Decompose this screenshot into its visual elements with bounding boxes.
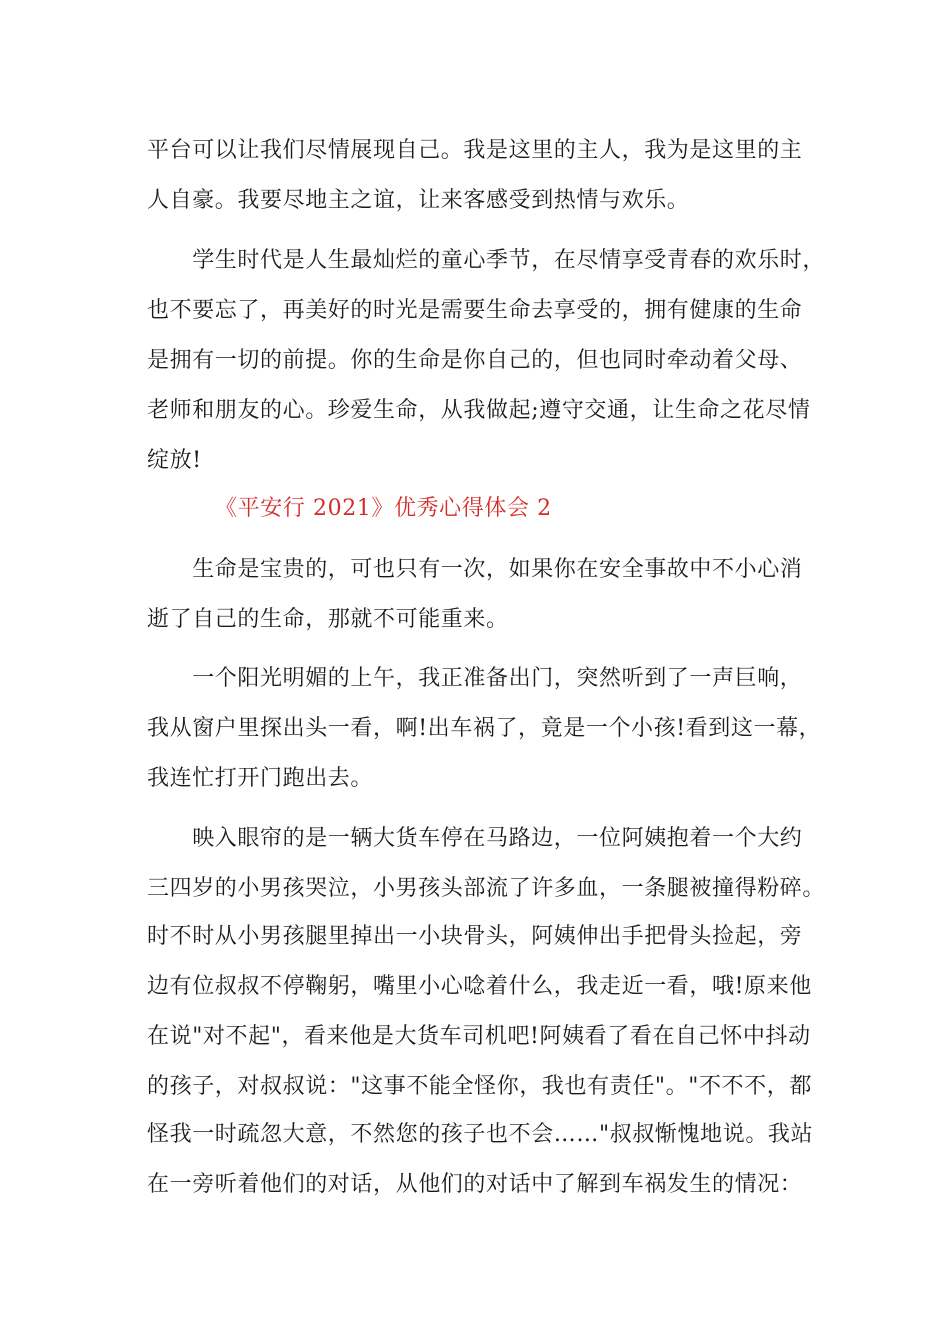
text-line: 老师和朋友的心。珍爱生命，从我做起;遵守交通，让生命之花尽情	[147, 398, 811, 423]
text-line: 边有位叔叔不停鞠躬，嘴里小心唸着什么，我走近一看，哦!原来他	[147, 974, 812, 999]
text-line: 也不要忘了，再美好的时光是需要生命去享受的，拥有健康的生命	[147, 298, 803, 323]
text-line: 我从窗户里探出头一看，啊!出车祸了，竟是一个小孩!看到这一幕，	[147, 716, 822, 741]
text-line: 生命是宝贵的，可也只有一次，如果你在安全事故中不小心消	[147, 557, 803, 582]
text-line: 绽放!	[147, 448, 202, 473]
text-line: 逝了自己的生命，那就不可能重来。	[147, 607, 509, 632]
text-line: 人自豪。我要尽地主之谊，让来客感受到热情与欢乐。	[147, 188, 690, 213]
section-heading: 《平安行 2021》优秀心得体会 2	[215, 496, 552, 521]
text-line: 在一旁听着他们的对话，从他们的对话中了解到车祸发生的情况：	[147, 1172, 803, 1197]
text-line: 我连忙打开门跑出去。	[147, 766, 374, 791]
text-line: 在说"对不起"，看来他是大货车司机吧!阿姨看了看在自己怀中抖动	[147, 1024, 811, 1049]
text-line: 三四岁的小男孩哭泣，小男孩头部流了许多血，一条腿被撞得粉碎。	[147, 876, 826, 901]
text-line: 的孩子，对叔叔说："这事不能全怪你，我也有责任"。"不不不，都	[147, 1074, 812, 1099]
text-line: 一个阳光明媚的上午，我正准备出门，突然听到了一声巨响，	[147, 666, 803, 691]
text-line: 是拥有一切的前提。你的生命是你自己的，但也同时牵动着父母、	[147, 348, 803, 373]
text-line: 映入眼帘的是一辆大货车停在马路边，一位阿姨抱着一个大约	[147, 826, 803, 851]
text-line: 学生时代是人生最灿烂的童心季节，在尽情享受青春的欢乐时，	[147, 248, 826, 273]
text-line: 时不时从小男孩腿里掉出一小块骨头，阿姨伸出手把骨头捡起，旁	[147, 924, 803, 949]
text-line: 平台可以让我们尽情展现自己。我是这里的主人，我为是这里的主	[147, 138, 803, 163]
text-line: 怪我一时疏忽大意，不然您的孩子也不会……"叔叔惭愧地说。我站	[147, 1122, 814, 1147]
